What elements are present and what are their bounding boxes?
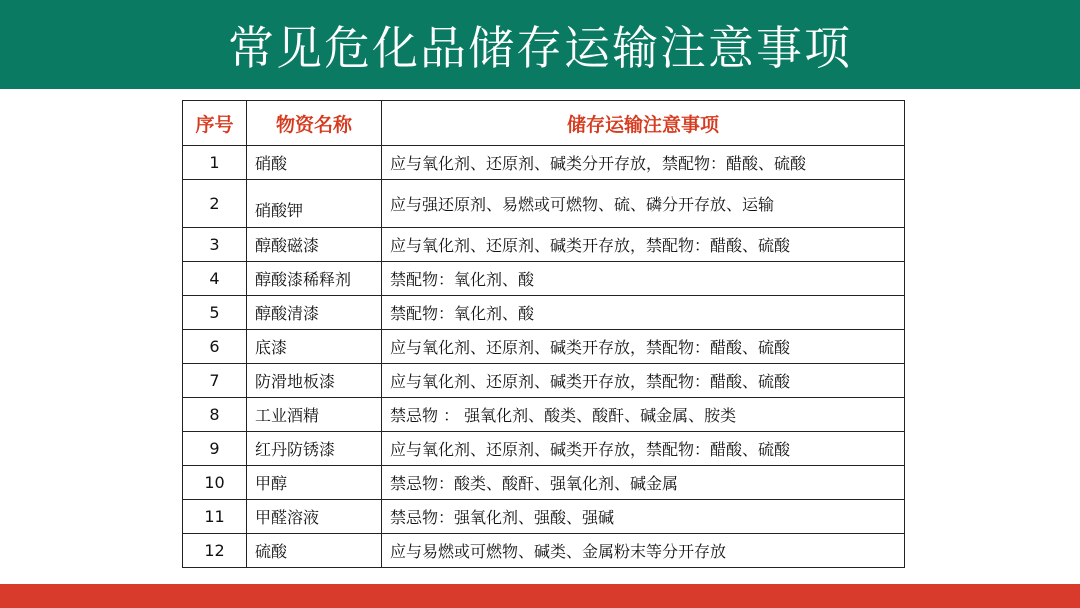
storage-note: 禁配物：氧化剂、酸 bbox=[382, 262, 905, 296]
table-row bbox=[183, 466, 905, 500]
row-number: 4 bbox=[183, 262, 247, 296]
table-row bbox=[183, 296, 905, 330]
material-name: 甲醇 bbox=[247, 466, 382, 500]
storage-note: 应与氧化剂、还原剂、碱类开存放，禁配物：醋酸、硫酸 bbox=[382, 364, 905, 398]
table-row bbox=[183, 180, 905, 228]
material-name: 醇酸漆稀释剂 bbox=[247, 262, 382, 296]
storage-note: 应与氧化剂、还原剂、碱类开存放，禁配物：醋酸、硫酸 bbox=[382, 432, 905, 466]
storage-note: 应与氧化剂、还原剂、碱类分开存放，禁配物：醋酸、硫酸 bbox=[382, 146, 905, 180]
title-banner bbox=[0, 0, 1080, 89]
material-name: 底漆 bbox=[247, 330, 382, 364]
table-row bbox=[183, 432, 905, 466]
page-title: 常见危化品储存运输注意事项 bbox=[228, 20, 852, 75]
material-name: 防滑地板漆 bbox=[247, 364, 382, 398]
table-row bbox=[183, 500, 905, 534]
table-row bbox=[183, 534, 905, 568]
storage-note: 应与强还原剂、易燃或可燃物、硫、磷分开存放、运输 bbox=[382, 180, 905, 228]
column-header-notes: 储存运输注意事项 bbox=[382, 101, 905, 146]
storage-note: 禁忌物 ： 强氧化剂、酸类、酸酐、碱金属、胺类 bbox=[382, 398, 905, 432]
material-name: 甲醛溶液 bbox=[247, 500, 382, 534]
row-number: 8 bbox=[183, 398, 247, 432]
row-number: 12 bbox=[183, 534, 247, 568]
storage-note: 应与氧化剂、还原剂、碱类开存放，禁配物：醋酸、硫酸 bbox=[382, 330, 905, 364]
material-name: 硫酸 bbox=[247, 534, 382, 568]
hazmat-table bbox=[182, 100, 905, 568]
table-row bbox=[183, 330, 905, 364]
storage-note: 应与氧化剂、还原剂、碱类开存放，禁配物：醋酸、硫酸 bbox=[382, 228, 905, 262]
table-row bbox=[183, 228, 905, 262]
material-name: 醇酸清漆 bbox=[247, 296, 382, 330]
table-header-row bbox=[183, 101, 905, 146]
column-header-number: 序号 bbox=[183, 101, 247, 146]
storage-note: 禁忌物：强氧化剂、强酸、强碱 bbox=[382, 500, 905, 534]
row-number: 6 bbox=[183, 330, 247, 364]
material-name: 工业酒精 bbox=[247, 398, 382, 432]
material-name: 红丹防锈漆 bbox=[247, 432, 382, 466]
material-name: 硝酸 bbox=[247, 146, 382, 180]
row-number: 5 bbox=[183, 296, 247, 330]
material-name: 硝酸钾 bbox=[247, 180, 382, 228]
material-name: 醇酸磁漆 bbox=[247, 228, 382, 262]
storage-note: 禁忌物：酸类、酸酐、强氧化剂、碱金属 bbox=[382, 466, 905, 500]
table-row bbox=[183, 146, 905, 180]
storage-note: 禁配物：氧化剂、酸 bbox=[382, 296, 905, 330]
table-row bbox=[183, 262, 905, 296]
row-number: 1 bbox=[183, 146, 247, 180]
row-number: 9 bbox=[183, 432, 247, 466]
row-number: 7 bbox=[183, 364, 247, 398]
footer-bar bbox=[0, 584, 1080, 608]
storage-note: 应与易燃或可燃物、碱类、金属粉末等分开存放 bbox=[382, 534, 905, 568]
row-number: 2 bbox=[183, 180, 247, 228]
column-header-material: 物资名称 bbox=[247, 101, 382, 146]
row-number: 10 bbox=[183, 466, 247, 500]
row-number: 11 bbox=[183, 500, 247, 534]
table-row bbox=[183, 398, 905, 432]
row-number: 3 bbox=[183, 228, 247, 262]
table-row bbox=[183, 364, 905, 398]
